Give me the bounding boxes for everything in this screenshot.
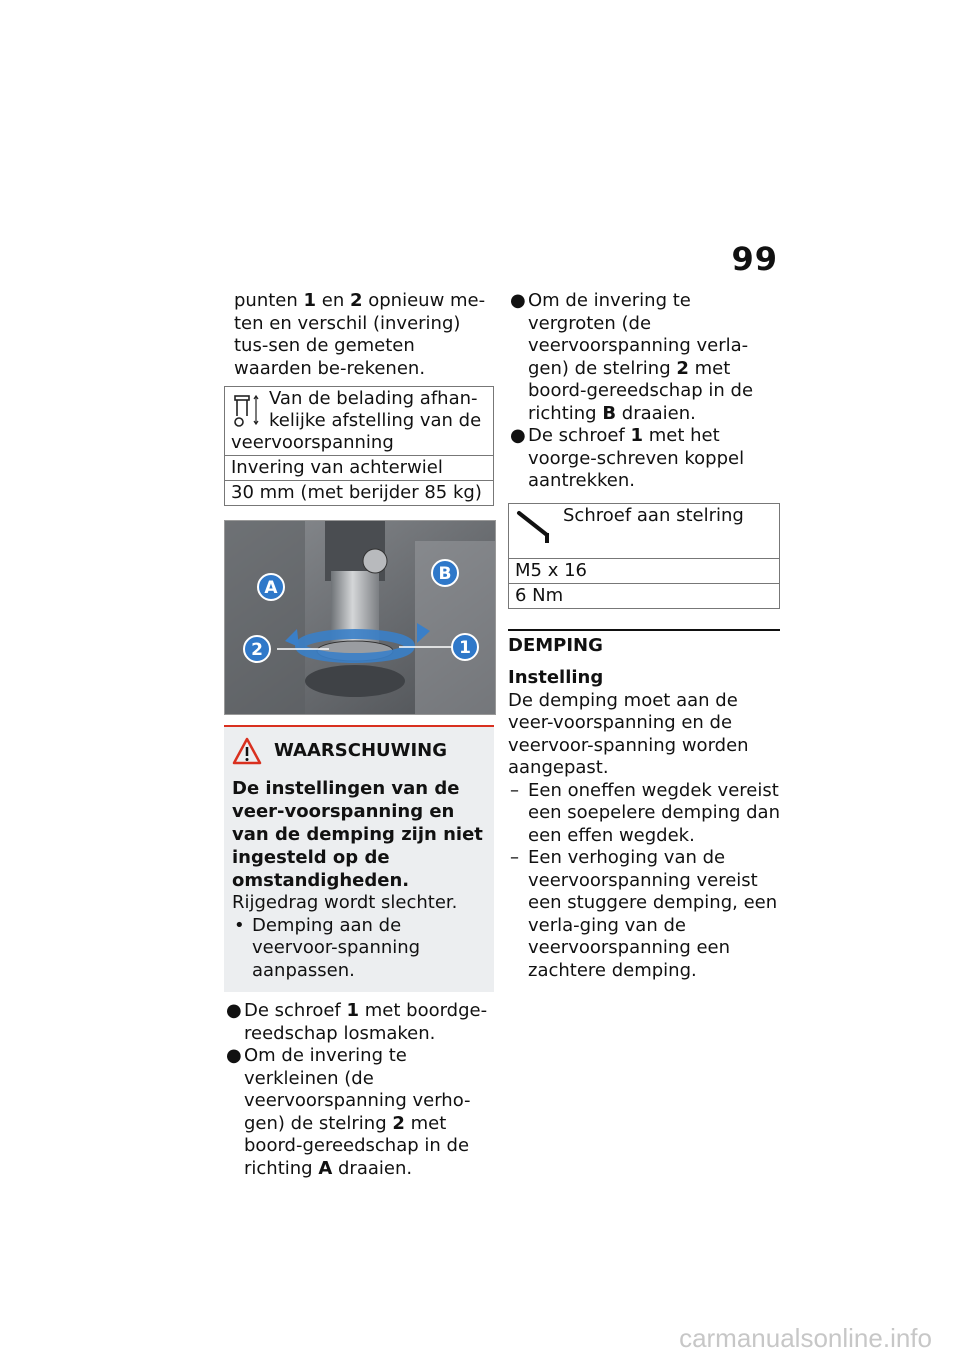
list-item: ● Om de invering te vergroten (de veervoorspanning verla-gen) de stelring 2 met boord-gereedschap in de richting B draaien. [510, 290, 754, 424]
section-divider [508, 629, 780, 631]
photo-label-b: B [438, 564, 452, 584]
warning-strong: De instellingen van de veer-voorspanning en van de demping zijn niet ingesteld op de omstandigheden. [232, 778, 483, 891]
spec-table-heading: Schroef aan stelring [509, 503, 780, 558]
spec-row-label: Invering van achterwiel [225, 456, 494, 481]
list-item: ● De schroef 1 met boordge-reedschap losmaken. [226, 1000, 488, 1044]
list-item: • Demping aan de veervoor-spanning aanpassen. [234, 914, 421, 981]
photo-label-a: A [264, 578, 278, 598]
photo-label-2: 2 [251, 640, 263, 660]
list-item: – Een oneffen wegdek vereist een soepelere demping dan een effen wegdek. [510, 779, 780, 846]
page-number: 99 [731, 240, 778, 278]
photo-label-1: 1 [459, 638, 471, 658]
spec-table-load [224, 386, 494, 506]
watermark: carmanualsonline.info [679, 1323, 932, 1353]
load-scale-icon [231, 390, 261, 430]
shock-illustration [225, 521, 495, 714]
warning-list [232, 915, 484, 983]
spec-table-torque [508, 503, 780, 609]
shock-adjuster-photo [224, 520, 496, 715]
warning-title: WAARSCHUWING [274, 740, 448, 761]
spec-row-value: 30 mm (met berijder 85 kg) [225, 481, 494, 506]
left-column [224, 290, 494, 1180]
torque-wrench-icon [515, 507, 555, 547]
spec-row-value: 6 Nm [509, 583, 780, 608]
intro-paragraph: punten 1 en 2 opnieuw me-ten en verschil (invering) tus-sen de gemeten waarden be-rekenen. [234, 290, 486, 379]
damping-list [508, 780, 780, 983]
list-item: ● Om de invering te verkleinen (de veervoorspanning verho-gen) de stelring 2 met boord-gereedschap in de richting A draaien. [226, 1045, 471, 1179]
subsection-title: Instelling [508, 666, 604, 688]
damping-paragraph: De demping moet aan de veer-voorspanning en de veervoor-spanning worden aangepast. [508, 689, 749, 778]
warning-box [224, 725, 494, 992]
right-column [508, 290, 780, 982]
warning-text: Rijgedrag wordt slechter. [232, 892, 458, 913]
warning-triangle-icon [232, 737, 262, 765]
section-title: DEMPING [508, 634, 603, 656]
list-item: ● De schroef 1 met het voorge-schreven koppel aantrekken. [510, 425, 745, 491]
right-steps [508, 290, 780, 493]
list-item: – Een verhoging van de veervoorspanning vereist een stuggere demping, een verla-ging van de veervoorspanning een zachtere demping. [510, 847, 778, 981]
spec-table-heading: Van de belading afhan-kelijke afstelling van de veervoorspanning [225, 387, 494, 456]
left-steps [224, 1000, 494, 1180]
spec-row-label: M5 x 16 [509, 558, 780, 583]
